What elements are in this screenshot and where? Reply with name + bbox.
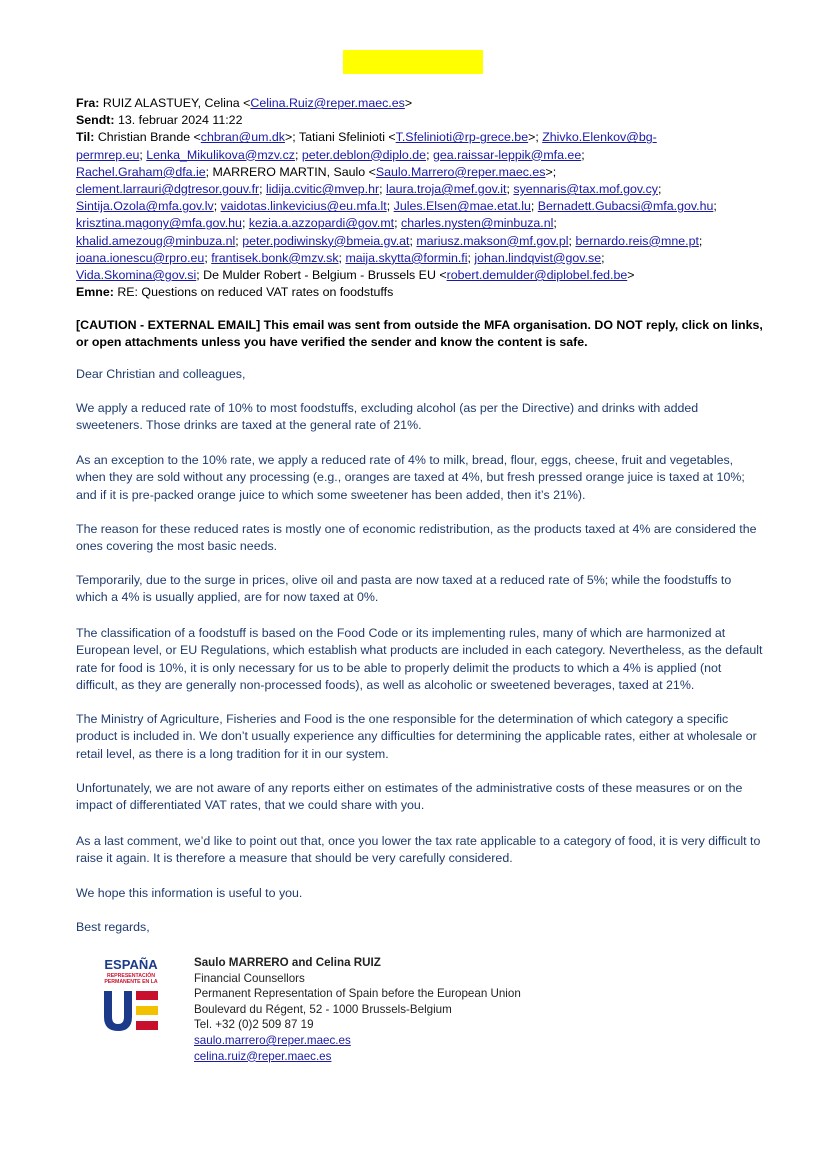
body-paragraph — [76, 625, 766, 695]
recipient-email-link[interactable]: charles.nysten@minbuza.nl — [401, 216, 554, 231]
paragraph-text: As an exception to the 10% rate, we apply a reduced rate of 4% to milk, bread, flour, eggs, cheese, fruit and vegetables, when they are sold without any processing (e.g., oranges are taxed at 4%, but fresh pressed orange juice is taxed at 10%; and if it is pre-packed orange juice to which some sweetener has been added, then it’s 21%). — [76, 453, 745, 502]
recipient-email-link[interactable]: vaidotas.linkevicius@eu.mfa.lt — [220, 199, 387, 214]
logo-bar-red — [136, 1021, 158, 1030]
recipient-email-link[interactable]: clement.larrauri@dgtresor.gouv.fr — [76, 182, 260, 197]
recipient-email-link[interactable]: peter.podiwinsky@bmeia.gv.at — [242, 233, 410, 248]
body-paragraph — [76, 521, 766, 556]
signature-email-link[interactable]: saulo.marrero@reper.maec.es — [194, 1033, 351, 1047]
from-line — [76, 95, 766, 112]
logo-subtitle: PERMANENTE EN LA — [104, 979, 158, 985]
spain-representation-logo — [96, 955, 166, 1035]
from-label: Fra: — [76, 96, 100, 110]
to-text: >; — [528, 130, 543, 145]
recipient-email-link[interactable]: gea.raissar-leppik@mfa.ee — [432, 147, 582, 162]
logo-letter-u — [104, 991, 132, 1031]
recipient-email-link[interactable]: lidija.cvitic@mvep.hr — [266, 182, 380, 197]
body-paragraph — [76, 711, 766, 763]
signature-name: Saulo MARRERO and Celina RUIZ — [194, 956, 381, 969]
logo-bar-yellow — [136, 1006, 158, 1015]
recipient-email-link[interactable]: syennaris@tax.mof.gov.cy — [513, 182, 658, 197]
recipient-email-link[interactable]: Jules.Elsen@mae.etat.lu — [393, 199, 531, 214]
yellow-highlight-box — [343, 50, 483, 74]
sent-line — [76, 112, 766, 129]
paragraph-text: The classification of a foodstuff is based on the Food Code or its implementing rules, many of which are harmonized at European level, or EU Regulations, which establish what products are included in each category. Nevertheless, as the default rate for food is 10%, it is only necessary for us to be able to properly delimit the products to which a 4% is applied (not difficult, as they are generally non-processed foods), as well as alcoholic or sweetened beverages, taxed at 21%. — [76, 626, 763, 693]
from-email-link[interactable]: Celina.Ruiz@reper.maec.es — [250, 96, 405, 110]
paragraph-text: We hope this information is useful to you. — [76, 886, 303, 900]
body-paragraph — [76, 833, 766, 868]
paragraph-text: Temporarily, due to the surge in prices, olive oil and pasta are now taxed at a reduced rate of 5%; while the foodstuffs to which a 4% is usually applied, are for now taxed at 0%. — [76, 573, 732, 605]
subject-label: Emne: — [76, 285, 114, 300]
body-paragraph — [76, 780, 766, 815]
signature-tel: Tel. +32 (0)2 509 87 19 — [194, 1018, 314, 1032]
recipient-email-link[interactable]: frantisek.bonk@mzv.sk — [211, 250, 339, 265]
to-text: ; MARRERO MARTIN, Saulo < — [205, 164, 376, 179]
recipient-email-link[interactable]: Zhivko.Elenkov@bg- — [542, 130, 657, 145]
recipient-email-link[interactable]: johan.lindqvist@gov.se — [474, 250, 602, 265]
recipient-email-link[interactable]: Rachel.Graham@dfa.ie — [76, 164, 206, 179]
recipient-email-link[interactable]: Sintija.Ozola@mfa.gov.lv — [76, 199, 214, 214]
subject-value: RE: Questions on reduced VAT rates on foodstuffs — [117, 285, 394, 300]
recipient-email-link[interactable]: robert.demulder@diplobel.fed.be — [446, 268, 628, 283]
paragraph-text: The Ministry of Agriculture, Fisheries and Food is the one responsible for the determination of which category a specific product is included in. We don’t usually experience any difficulties for determining the applicable rates, either at wholesale or retail level, as there is a long tradition for it in our system. — [76, 712, 757, 761]
recipient-email-link[interactable]: khalid.amezoug@minbuza.nl — [76, 233, 236, 248]
body-paragraph — [76, 885, 766, 902]
recipient-email-link[interactable]: laura.troja@mef.gov.it — [386, 182, 507, 197]
paragraph-text: Unfortunately, we are not aware of any reports either on estimates of the administrative costs of these measures or on the impact of differentiated VAT rates, that we could share with you. — [76, 781, 743, 813]
recipient-email-link[interactable]: chbran@um.dk — [200, 130, 285, 145]
from-name: RUIZ ALASTUEY, Celina < — [102, 96, 251, 110]
paragraph-text: As a last comment, we’d like to point out that, once you lower the tax rate applicable to a category of food, it is very difficult to raise it again. It is therefore a measure that should be very carefully considered. — [76, 834, 761, 866]
to-label: Til: — [76, 130, 95, 145]
closing: Best regards, — [76, 920, 150, 934]
to-text: >; — [545, 164, 557, 179]
recipient-email-link[interactable]: kezia.a.azzopardi@gov.mt — [248, 216, 395, 231]
recipient-email-link[interactable]: Vida.Skomina@gov.si — [76, 268, 197, 283]
body-paragraph — [76, 919, 766, 936]
body-paragraph — [76, 452, 766, 504]
recipient-email-link[interactable]: T.Sfelinioti@rp-grece.be — [395, 130, 529, 145]
to-text: Christian Brande < — [97, 130, 201, 145]
signature-role: Financial Counsellors — [194, 971, 305, 985]
signature-org: Permanent Representation of Spain before the European Union — [194, 987, 521, 1001]
recipient-email-link[interactable]: bernardo.reis@mne.pt — [575, 233, 699, 248]
recipient-email-link[interactable]: krisztina.magony@mfa.gov.hu — [76, 216, 242, 231]
to-text: >; Tatiani Sfelinioti < — [285, 130, 396, 145]
recipient-email-link[interactable]: Lenka_Mikulikova@mzv.cz — [146, 147, 295, 162]
recipient-email-link[interactable]: ioana.ionescu@rpro.eu — [76, 250, 205, 265]
recipient-email-link[interactable]: Bernadett.Gubacsi@mfa.gov.hu — [537, 199, 714, 214]
sent-value: 13. februar 2024 11:22 — [118, 113, 243, 128]
logo-subtitle: REPRESENTACIÓN — [106, 973, 156, 979]
to-text: > — [627, 268, 635, 283]
signature-block — [194, 955, 521, 1064]
greeting: Dear Christian and colleagues, — [76, 367, 246, 381]
to-block: Til: Christian Brande <chbran@um.dk>; Tatiani Sfelinioti <T.Sfelinioti@rp-grece.be>; Zhivko.Elenkov@bg- permrep.eu; Lenka_Mikulikova@mzv.cz; peter.deblon@diplo.de; gea.raissar-leppik@mfa.ee; Rachel.Graham@dfa.ie; MARRERO MARTIN, Saulo <Saulo.Marrero@reper.maec.es>; clement.larrauri@dgtresor.gouv.fr; lidija.cvitic@mvep.hr; laura.troja@mef.gov.it; syennaris@tax.mof.gov.cy; Sintija.Ozola@mfa.gov.lv; vaidotas.linkevicius@eu.mfa.lt; Jules.Elsen@mae.etat.lu; Bernadett.Gubacsi@mfa.gov.hu; krisztina.magony@mfa.gov.hu; kezia.a.azzopardi@gov.mt; charles.nysten@minbuza.nl; khalid.amezoug@minbuza.nl; peter.podiwinsky@bmeia.gv.at; mariusz.makson@mf.gov.pl; bernardo.reis@mne.pt; ioana.ionescu@rpro.eu; frantisek.bonk@mzv.sk; maija.skytta@formin.fi; johan.lindqvist@gov.se; Vida.Skomina@gov.si; De Mulder Robert - Belgium - Brussels EU <robert.demulder@diplobel.fed.be> — [76, 130, 717, 283]
recipient-email-link[interactable]: maija.skytta@formin.fi — [345, 250, 468, 265]
paragraph-text: The reason for these reduced rates is mostly one of economic redistribution, as the products taxed at 4% are considered the ones covering the most basic needs. — [76, 522, 757, 554]
subject-line — [76, 284, 766, 301]
body-paragraph — [76, 400, 766, 435]
recipient-email-link[interactable]: permrep.eu — [76, 147, 140, 162]
recipient-email-link[interactable]: mariusz.makson@mf.gov.pl — [416, 233, 569, 248]
email-header — [76, 95, 766, 301]
email-body — [76, 366, 766, 383]
paragraph-text: We apply a reduced rate of 10% to most foodstuffs, excluding alcohol (as per the Directive) and drinks with added sweeteners. Those drinks are taxed at the general rate of 21%. — [76, 401, 699, 433]
body-paragraph — [76, 572, 766, 607]
recipient-email-link[interactable]: Saulo.Marrero@reper.maec.es — [375, 164, 546, 179]
logo-bar-red — [136, 991, 158, 1000]
recipient-email-link[interactable]: peter.deblon@diplo.de — [301, 147, 427, 162]
signature-address: Boulevard du Régent, 52 - 1000 Brussels-Belgium — [194, 1002, 452, 1016]
external-email-caution: [CAUTION - EXTERNAL EMAIL] This email was sent from outside the MFA organisation. DO NOT reply, click on links, or open attachments unless you have verified the sender and know the content is safe. — [76, 318, 763, 349]
logo-title: ESPAÑA — [104, 957, 158, 972]
from-close: > — [404, 96, 413, 110]
to-text: ; De Mulder Robert - Belgium - Brussels EU < — [196, 268, 447, 283]
signature-email-link[interactable]: celina.ruiz@reper.maec.es — [194, 1049, 332, 1063]
sent-label: Sendt: — [76, 113, 115, 128]
